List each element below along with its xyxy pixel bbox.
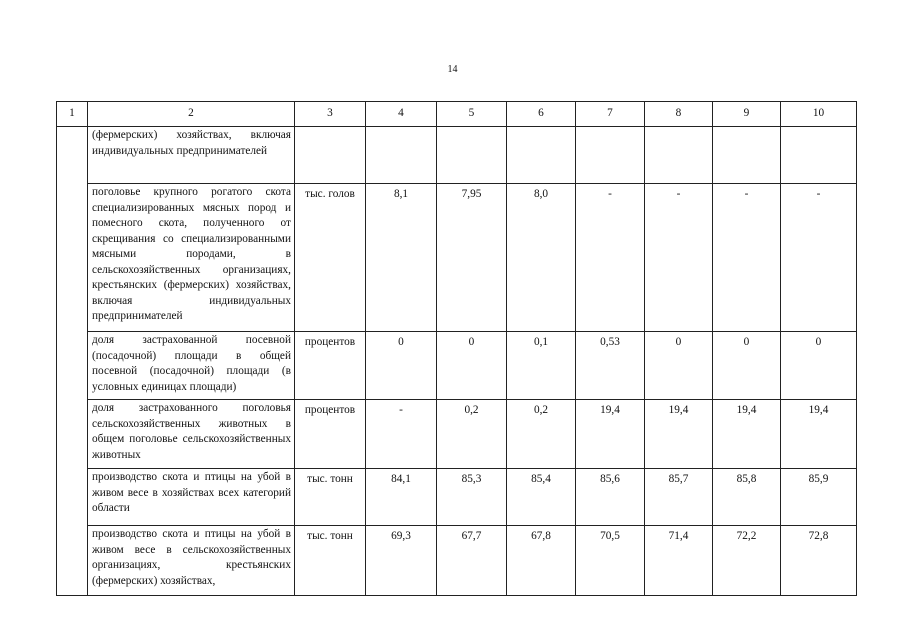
value-cell — [781, 127, 857, 184]
column-header: 2 — [88, 102, 295, 127]
value-cell: 72,8 — [781, 526, 857, 596]
table-row — [57, 400, 857, 469]
value-cell: 19,4 — [645, 400, 713, 469]
column-header: 9 — [713, 102, 781, 127]
indicator-name-cell: производство скота и птицы на убой в живом весе в хозяйствах всех категорий области — [88, 469, 295, 526]
row-number-cell — [57, 127, 88, 596]
value-cell: 85,4 — [507, 469, 576, 526]
column-header: 5 — [437, 102, 507, 127]
value-cell: 19,4 — [576, 400, 645, 469]
value-cell: - — [576, 184, 645, 332]
value-cell — [507, 127, 576, 184]
value-cell: - — [781, 184, 857, 332]
value-cell: 85,6 — [576, 469, 645, 526]
value-cell: 19,4 — [713, 400, 781, 469]
indicator-name-cell: доля застрахованного поголовья сельскохозяйственных животных в общем поголовье сельскохозяйственных животных — [88, 400, 295, 469]
value-cell: 67,7 — [437, 526, 507, 596]
value-cell: 8,1 — [366, 184, 437, 332]
unit-cell: тыс. голов — [295, 184, 366, 332]
page-number: 14 — [447, 64, 458, 75]
value-cell: 0 — [645, 332, 713, 400]
value-cell — [576, 127, 645, 184]
value-cell: 67,8 — [507, 526, 576, 596]
table-row — [57, 127, 857, 184]
table-row — [57, 332, 857, 400]
table-row — [57, 526, 857, 596]
value-cell: 0,1 — [507, 332, 576, 400]
unit-cell: процентов — [295, 400, 366, 469]
table-header-row — [57, 102, 857, 127]
value-cell: 7,95 — [437, 184, 507, 332]
column-header: 3 — [295, 102, 366, 127]
value-cell — [645, 127, 713, 184]
column-header: 6 — [507, 102, 576, 127]
indicator-name-cell: доля застрахованной посевной (посадочной) площади в общей посевной (посадочной) площади (в условных единицах площади) — [88, 332, 295, 400]
column-header: 10 — [781, 102, 857, 127]
value-cell: 0,53 — [576, 332, 645, 400]
table-row — [57, 184, 857, 332]
value-cell: 0,2 — [437, 400, 507, 469]
indicators-table — [56, 101, 857, 596]
column-header: 4 — [366, 102, 437, 127]
value-cell: 0 — [366, 332, 437, 400]
column-header: 1 — [57, 102, 88, 127]
value-cell: 70,5 — [576, 526, 645, 596]
value-cell: 85,3 — [437, 469, 507, 526]
value-cell: 0 — [437, 332, 507, 400]
value-cell: 19,4 — [781, 400, 857, 469]
value-cell: 0 — [781, 332, 857, 400]
value-cell: - — [713, 184, 781, 332]
value-cell — [366, 127, 437, 184]
column-header: 8 — [645, 102, 713, 127]
value-cell: 72,2 — [713, 526, 781, 596]
value-cell: 85,7 — [645, 469, 713, 526]
value-cell — [437, 127, 507, 184]
value-cell: - — [366, 400, 437, 469]
value-cell: 85,9 — [781, 469, 857, 526]
value-cell: 8,0 — [507, 184, 576, 332]
unit-cell — [295, 127, 366, 184]
column-header: 7 — [576, 102, 645, 127]
unit-cell: процентов — [295, 332, 366, 400]
value-cell: 85,8 — [713, 469, 781, 526]
value-cell: 0,2 — [507, 400, 576, 469]
table-row — [57, 469, 857, 526]
indicator-name-cell: (фермерских) хозяйствах, включая индивидуальных предпринимателей — [88, 127, 295, 184]
value-cell: 71,4 — [645, 526, 713, 596]
unit-cell: тыс. тонн — [295, 526, 366, 596]
indicator-name-cell: производство скота и птицы на убой в живом весе в сельскохозяйственных организациях, крестьянских (фермерских) хозяйствах, — [88, 526, 295, 596]
value-cell: - — [645, 184, 713, 332]
indicator-name-cell: поголовье крупного рогатого скота специализированных мясных пород и помесного скота, полученного от скрещивания со специализированными мясными породами, в сельскохозяйственных организациях, крестьянских (фермерских) хозяйствах, включая индивидуальных предпринимателей — [88, 184, 295, 332]
value-cell — [713, 127, 781, 184]
value-cell: 0 — [713, 332, 781, 400]
unit-cell: тыс. тонн — [295, 469, 366, 526]
value-cell: 69,3 — [366, 526, 437, 596]
value-cell: 84,1 — [366, 469, 437, 526]
